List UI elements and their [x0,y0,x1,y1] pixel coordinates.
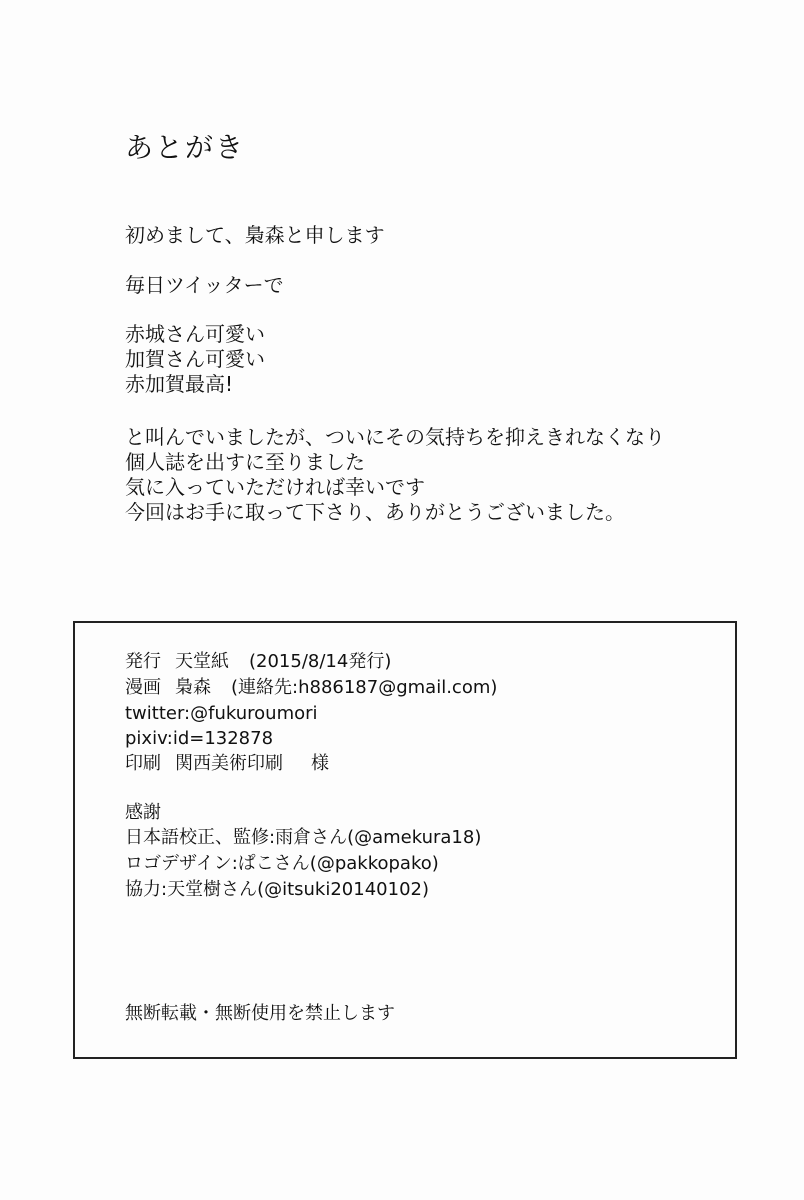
afterword-line: 赤城さん可愛い [125,322,265,346]
thanks-item: 日本語校正、監修:雨倉さん(@amekura18) [125,827,482,848]
printer-name: 関西美術印刷 [175,753,283,774]
publish-date: (2015/8/14発行) [249,651,392,672]
colophon-box [73,621,737,1059]
afterword-line: 初めまして、梟森と申します [125,223,385,247]
artist-row [125,676,497,700]
twitter-handle: twitter:@fukuroumori [125,703,318,724]
afterword-line: 加賀さん可愛い [125,347,265,371]
printer-row [125,752,329,776]
pixiv-id: pixiv:id=132878 [125,728,274,749]
afterword-line: 毎日ツイッターで [125,273,284,297]
publisher-label: 発行 [125,651,161,672]
copyright-notice: 無断転載・無断使用を禁止します [125,1003,395,1024]
afterword-line: 気に入っていただければ幸いです [125,475,425,499]
artist-label: 漫画 [125,677,161,698]
afterword-line: 赤加賀最高! [125,372,234,396]
printer-suffix: 様 [311,753,329,774]
thanks-item: 協力:天堂樹さん(@itsuki20140102) [125,879,429,900]
afterword-line: 今回はお手に取って下さり、ありがとうございました。 [125,500,625,524]
page-title: あとがき [125,131,246,164]
afterword-line: と叫んでいましたが、ついにその気持ちを抑えきれなくなり [125,425,665,449]
publisher-name: 天堂紙 [175,651,229,672]
publisher-row [125,650,391,674]
thanks-item: ロゴデザイン:ぱこさん(@pakkopako) [125,853,439,874]
contact-email: (連絡先:h886187@gmail.com) [231,677,498,698]
thanks-label: 感謝 [125,802,161,823]
printer-label: 印刷 [125,753,161,774]
artist-name: 梟森 [175,677,211,698]
afterword-line: 個人誌を出すに至りました [125,450,365,474]
